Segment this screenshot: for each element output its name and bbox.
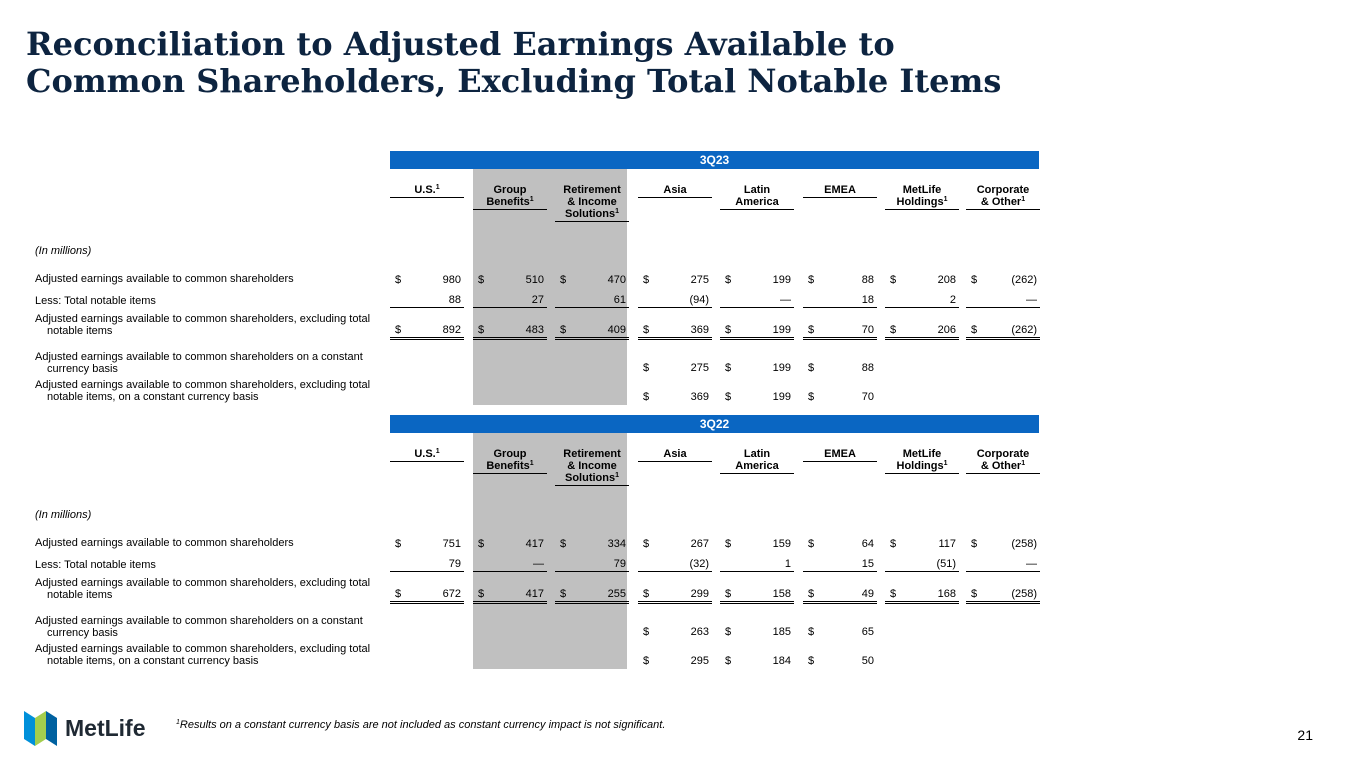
constant-currency-row-us-cell (390, 625, 464, 639)
column-header-line2: MetLife (902, 448, 942, 460)
column-header-group-benefits (473, 184, 547, 210)
column-header-line3 (720, 460, 794, 472)
row-label-line1: Adjusted earnings available to common shareholders, excluding total (35, 313, 371, 325)
column-header-footnote-mark: 1 (943, 460, 948, 467)
currency-symbol: $ (725, 655, 732, 667)
cell-value: 206 (937, 324, 956, 336)
column-header-line2: MetLife (902, 184, 942, 196)
notable-items-row-asia-cell (638, 293, 712, 308)
constant-currency-row-group-benefits-cell (473, 625, 547, 639)
cell-value: 64 (861, 538, 874, 550)
row-label-line2: currency basis (47, 627, 118, 639)
cell-value: 49 (861, 588, 874, 600)
currency-symbol: $ (808, 538, 815, 550)
cell-value: 199 (772, 391, 791, 403)
column-header-line3 (966, 196, 1040, 208)
adjusted-earnings-row-asia-cell (638, 273, 712, 287)
excluding-notable-row-latin-america-cell (720, 323, 794, 340)
excluding-notable-row-group-benefits-cell (473, 323, 547, 340)
column-header-line3 (885, 460, 959, 472)
cell-value: 15 (861, 558, 874, 570)
adjusted-earnings-row-latin-america-cell (720, 537, 794, 551)
constant-currency-row-latin-america-cell (720, 625, 794, 639)
column-header-name: Solutions (564, 208, 616, 220)
row-label-line2: notable items, on a constant currency basis (47, 391, 259, 403)
column-header-name: EMEA (824, 448, 856, 460)
constant-currency-row-metlife-holdings-cell (885, 625, 959, 639)
excluding-notable-row-group-benefits-cell (473, 587, 547, 604)
excluding-notable-row-corporate-other-cell (966, 587, 1040, 604)
notable-items-row-emea-cell (803, 557, 877, 572)
column-header-footnote-mark: 1 (1021, 196, 1026, 203)
notable-items-row-corporate-other-cell (966, 557, 1040, 572)
cell-value: 79 (448, 558, 461, 570)
column-header-latin-america (720, 448, 794, 474)
row-label-line2: notable items (47, 325, 113, 337)
logo-left-bar (24, 711, 35, 746)
column-header-corporate-other (966, 448, 1040, 474)
logo-mid-bar (35, 711, 46, 746)
logo-text: MetLife (65, 714, 146, 741)
currency-symbol: $ (560, 274, 567, 286)
row-label-line1: Less: Total notable items (35, 559, 156, 571)
notable-items-row-group-benefits-cell (473, 293, 547, 308)
column-header-footnote-mark: 1 (435, 448, 440, 455)
excluding-notable-row-retirement-income-cell (555, 323, 629, 340)
cell-value: 50 (861, 655, 874, 667)
cell-value: 369 (690, 324, 709, 336)
column-header-footnote-mark: 1 (529, 196, 534, 203)
currency-symbol: $ (890, 588, 897, 600)
column-header-name: U.S. (414, 448, 436, 460)
column-header-name: EMEA (824, 184, 856, 196)
notable-items-row-latin-america-cell (720, 557, 794, 572)
row-label-line1: Adjusted earnings available to common shareholders on a constant (35, 351, 363, 363)
excluding-notable-constant-row-latin-america-cell (720, 390, 794, 404)
adjusted-earnings-row-label (35, 273, 385, 285)
row-label-line2: notable items, on a constant currency basis (47, 655, 259, 667)
adjusted-earnings-row-metlife-holdings-cell (885, 537, 959, 551)
cell-value: 295 (690, 655, 709, 667)
column-header-group-benefits (473, 448, 547, 474)
cell-value: 483 (525, 324, 544, 336)
row-label-line2: notable items (47, 589, 113, 601)
column-header-line3 (638, 448, 712, 460)
currency-symbol: $ (560, 324, 567, 336)
column-header-footnote-mark: 1 (1021, 460, 1026, 467)
adjusted-earnings-row-retirement-income-cell (555, 537, 629, 551)
column-header-emea (803, 184, 877, 198)
excluding-notable-row-latin-america-cell (720, 587, 794, 604)
column-header-name: Asia (663, 184, 687, 196)
cell-value: — (533, 558, 544, 570)
cell-value: 88 (861, 362, 874, 374)
excluding-notable-constant-row-group-benefits-cell (473, 654, 547, 668)
row-label-line1: Adjusted earnings available to common shareholders, excluding total (35, 577, 371, 589)
column-header-line2: Group (493, 448, 527, 460)
cell-value: 199 (772, 274, 791, 286)
column-header-us (390, 184, 464, 198)
currency-symbol: $ (643, 538, 650, 550)
constant-currency-row-corporate-other-cell (966, 625, 1040, 639)
row-label-line1: Adjusted earnings available to common shareholders (35, 537, 294, 549)
cell-value: 70 (861, 324, 874, 336)
cell-value: 208 (937, 274, 956, 286)
excluding-notable-constant-row-corporate-other-cell (966, 390, 1040, 404)
cell-value: (32) (689, 558, 709, 570)
cell-value: (262) (1011, 274, 1037, 286)
row-label-line1: Adjusted earnings available to common shareholders, excluding total (35, 643, 371, 655)
cell-value: 168 (937, 588, 956, 600)
column-header-retirement-income (555, 184, 629, 222)
notable-items-row-group-benefits-cell (473, 557, 547, 572)
column-header-line1: Retirement (563, 448, 621, 460)
column-header-line3 (966, 460, 1040, 472)
column-header-line3 (803, 448, 877, 460)
adjusted-earnings-row-retirement-income-cell (555, 273, 629, 287)
row-label-line1: Less: Total notable items (35, 295, 156, 307)
currency-symbol: $ (478, 324, 485, 336)
excluding-notable-constant-row-group-benefits-cell (473, 390, 547, 404)
excluding-notable-row-us-cell (390, 587, 464, 604)
column-header-footnote-mark: 1 (529, 460, 534, 467)
cell-value: 61 (613, 294, 626, 306)
column-header-footnote-mark: 1 (615, 208, 619, 215)
column-header-line2: Group (493, 184, 527, 196)
cell-value: (258) (1011, 588, 1037, 600)
column-header-line3 (473, 196, 547, 208)
excluding-notable-constant-row-asia-cell (638, 390, 712, 404)
cell-value: 79 (613, 558, 626, 570)
notable-items-row-metlife-holdings-cell (885, 293, 959, 308)
adjusted-earnings-row-group-benefits-cell (473, 273, 547, 287)
excluding-notable-constant-row-corporate-other-cell (966, 654, 1040, 668)
notable-items-row-asia-cell (638, 557, 712, 572)
cell-value: (51) (936, 558, 956, 570)
currency-symbol: $ (643, 655, 650, 667)
column-header-name: Benefits (486, 460, 530, 472)
metlife-logo (24, 710, 146, 746)
row-label-line2: currency basis (47, 363, 118, 375)
page-title-line-1: Reconciliation to Adjusted Earnings Available to (26, 25, 895, 63)
cell-value: 470 (607, 274, 626, 286)
constant-currency-row-asia-cell (638, 625, 712, 639)
excluding-notable-constant-row-retirement-income-cell (555, 654, 629, 668)
cell-value: — (780, 294, 791, 306)
currency-symbol: $ (890, 274, 897, 286)
cell-value: 275 (690, 274, 709, 286)
notable-items-row-retirement-income-cell (555, 557, 629, 572)
column-header-metlife-holdings (885, 448, 959, 474)
cell-value: (262) (1011, 324, 1037, 336)
column-header-corporate-other (966, 184, 1040, 210)
cell-value: 70 (861, 391, 874, 403)
excluding-notable-row-asia-cell (638, 323, 712, 340)
constant-currency-row-retirement-income-cell (555, 625, 629, 639)
column-header-name: U.S. (414, 184, 436, 196)
cell-value: 2 (949, 294, 956, 306)
row-label-line1: Adjusted earnings available to common shareholders (35, 273, 294, 285)
cell-value: 510 (525, 274, 544, 286)
currency-symbol: $ (395, 324, 402, 336)
adjusted-earnings-row-asia-cell (638, 537, 712, 551)
cell-value: 672 (442, 588, 461, 600)
adjusted-earnings-row-us-cell (390, 273, 464, 287)
currency-symbol: $ (395, 588, 402, 600)
currency-symbol: $ (725, 274, 732, 286)
cell-value: 417 (525, 588, 544, 600)
currency-symbol: $ (890, 538, 897, 550)
column-header-name: & Other (980, 460, 1022, 472)
currency-symbol: $ (395, 538, 402, 550)
currency-symbol: $ (808, 588, 815, 600)
excluding-notable-constant-row-metlife-holdings-cell (885, 390, 959, 404)
currency-symbol: $ (971, 324, 978, 336)
cell-value: 417 (525, 538, 544, 550)
excluding-notable-row-retirement-income-cell (555, 587, 629, 604)
currency-symbol: $ (478, 588, 485, 600)
period-header: 3Q22 (390, 415, 1039, 433)
currency-symbol: $ (560, 588, 567, 600)
column-header-latin-america (720, 184, 794, 210)
column-header-name: Solutions (564, 472, 616, 484)
cell-value: 267 (690, 538, 709, 550)
footnote-sup: 1 (176, 719, 180, 726)
adjusted-earnings-row-group-benefits-cell (473, 537, 547, 551)
excluding-notable-row-label (35, 313, 385, 337)
constant-currency-row-emea-cell (803, 625, 877, 639)
excluding-notable-constant-row-asia-cell (638, 654, 712, 668)
row-label-line1: Adjusted earnings available to common shareholders on a constant (35, 615, 363, 627)
currency-symbol: $ (808, 274, 815, 286)
currency-symbol: $ (643, 324, 650, 336)
cell-value: 27 (531, 294, 544, 306)
column-header-line3 (720, 196, 794, 208)
metlife-m-icon (24, 710, 58, 746)
excluding-notable-constant-row-emea-cell (803, 654, 877, 668)
currency-symbol: $ (725, 626, 732, 638)
adjusted-earnings-row-emea-cell (803, 537, 877, 551)
currency-symbol: $ (808, 655, 815, 667)
currency-symbol: $ (890, 324, 897, 336)
row-label-line1: Adjusted earnings available to common shareholders, excluding total (35, 379, 371, 391)
column-header-emea (803, 448, 877, 462)
column-header-name: Holdings (896, 196, 944, 208)
column-header-asia (638, 448, 712, 462)
notable-items-row-label (35, 295, 385, 307)
period-header: 3Q23 (390, 151, 1039, 169)
excluding-notable-constant-row-label (35, 379, 385, 403)
column-header-line3 (555, 208, 629, 220)
currency-symbol: $ (725, 324, 732, 336)
column-header-retirement-income (555, 448, 629, 486)
cell-value: (258) (1011, 538, 1037, 550)
excluding-notable-row-emea-cell (803, 587, 877, 604)
cell-value: 199 (772, 362, 791, 374)
constant-currency-row-emea-cell (803, 361, 877, 375)
notable-items-row-retirement-income-cell (555, 293, 629, 308)
constant-currency-row-corporate-other-cell (966, 361, 1040, 375)
unit-label: (In millions) (35, 245, 92, 257)
constant-currency-row-label (35, 351, 385, 375)
cell-value: 263 (690, 626, 709, 638)
excluding-notable-row-emea-cell (803, 323, 877, 340)
adjusted-earnings-row-label (35, 537, 385, 549)
column-header-name: & Other (980, 196, 1022, 208)
notable-items-row-corporate-other-cell (966, 293, 1040, 308)
notable-items-row-us-cell (390, 557, 464, 572)
currency-symbol: $ (395, 274, 402, 286)
notable-items-row-label (35, 559, 385, 571)
column-header-line2: & Income (567, 196, 617, 208)
column-header-line3 (638, 184, 712, 196)
cell-value: 65 (861, 626, 874, 638)
excluding-notable-constant-row-us-cell (390, 654, 464, 668)
column-header-line1: Retirement (563, 184, 621, 196)
cell-value: 88 (861, 274, 874, 286)
currency-symbol: $ (643, 588, 650, 600)
column-header-footnote-mark: 1 (943, 196, 948, 203)
currency-symbol: $ (725, 362, 732, 374)
page-title-line-2: Common Shareholders, Excluding Total Notable Items (26, 62, 1002, 100)
cell-value: 88 (448, 294, 461, 306)
column-header-footnote-mark: 1 (615, 472, 619, 479)
footnote-text: Results on a constant currency basis are not included as constant currency impact is not significant. (179, 719, 666, 731)
adjusted-earnings-row-metlife-holdings-cell (885, 273, 959, 287)
excluding-notable-constant-row-emea-cell (803, 390, 877, 404)
excluding-notable-row-metlife-holdings-cell (885, 587, 959, 604)
currency-symbol: $ (808, 626, 815, 638)
excluding-notable-row-asia-cell (638, 587, 712, 604)
excluding-notable-constant-row-retirement-income-cell (555, 390, 629, 404)
constant-currency-row-retirement-income-cell (555, 361, 629, 375)
page-number: 21 (1297, 727, 1313, 743)
column-header-line3 (473, 460, 547, 472)
notable-items-row-latin-america-cell (720, 293, 794, 308)
cell-value: — (1026, 294, 1037, 306)
cell-value: 980 (442, 274, 461, 286)
column-header-asia (638, 184, 712, 198)
cell-value: 1 (784, 558, 791, 570)
cell-value: — (1026, 558, 1037, 570)
currency-symbol: $ (725, 588, 732, 600)
cell-value: 255 (607, 588, 626, 600)
footnote (176, 719, 665, 731)
cell-value: 275 (690, 362, 709, 374)
cell-value: 334 (607, 538, 626, 550)
column-header-line3 (803, 184, 877, 196)
column-header-line2: Latin (743, 184, 771, 196)
cell-value: 158 (772, 588, 791, 600)
currency-symbol: $ (725, 391, 732, 403)
cell-value: 18 (861, 294, 874, 306)
cell-value: 892 (442, 324, 461, 336)
column-header-line2: Latin (743, 448, 771, 460)
constant-currency-row-us-cell (390, 361, 464, 375)
constant-currency-row-label (35, 615, 385, 639)
column-header-name: America (735, 196, 779, 208)
excluding-notable-constant-row-metlife-holdings-cell (885, 654, 959, 668)
currency-symbol: $ (643, 391, 650, 403)
currency-symbol: $ (478, 538, 485, 550)
currency-symbol: $ (971, 274, 978, 286)
adjusted-earnings-row-corporate-other-cell (966, 273, 1040, 287)
cell-value: 117 (938, 538, 956, 550)
excluding-notable-constant-row-label (35, 643, 385, 667)
currency-symbol: $ (808, 391, 815, 403)
currency-symbol: $ (971, 538, 978, 550)
notable-items-row-metlife-holdings-cell (885, 557, 959, 572)
currency-symbol: $ (560, 538, 567, 550)
cell-value: 751 (442, 538, 461, 550)
column-header-line3 (555, 472, 629, 484)
logo-right-bar (46, 711, 57, 746)
cell-value: 199 (772, 324, 791, 336)
currency-symbol: $ (725, 538, 732, 550)
adjusted-earnings-row-latin-america-cell (720, 273, 794, 287)
column-header-name: Holdings (896, 460, 944, 472)
column-header-line2: Corporate (976, 184, 1030, 196)
excluding-notable-row-metlife-holdings-cell (885, 323, 959, 340)
currency-symbol: $ (971, 588, 978, 600)
notable-items-row-us-cell (390, 293, 464, 308)
constant-currency-row-metlife-holdings-cell (885, 361, 959, 375)
column-header-metlife-holdings (885, 184, 959, 210)
excluding-notable-constant-row-us-cell (390, 390, 464, 404)
column-header-name: America (735, 460, 779, 472)
column-header-line3 (885, 196, 959, 208)
column-header-line3 (390, 184, 464, 196)
column-header-name: Asia (663, 448, 687, 460)
excluding-notable-row-corporate-other-cell (966, 323, 1040, 340)
currency-symbol: $ (643, 362, 650, 374)
constant-currency-row-asia-cell (638, 361, 712, 375)
excluding-notable-row-us-cell (390, 323, 464, 340)
excluding-notable-constant-row-latin-america-cell (720, 654, 794, 668)
cell-value: 409 (607, 324, 626, 336)
cell-value: 184 (772, 655, 791, 667)
adjusted-earnings-row-corporate-other-cell (966, 537, 1040, 551)
column-header-name: Benefits (486, 196, 530, 208)
cell-value: 185 (772, 626, 791, 638)
page-title (26, 26, 1001, 100)
excluding-notable-row-label (35, 577, 385, 601)
notable-items-row-emea-cell (803, 293, 877, 308)
cell-value: (94) (689, 294, 709, 306)
column-header-line2: & Income (567, 460, 617, 472)
unit-label: (In millions) (35, 509, 92, 521)
constant-currency-row-latin-america-cell (720, 361, 794, 375)
adjusted-earnings-row-us-cell (390, 537, 464, 551)
cell-value: 369 (690, 391, 709, 403)
currency-symbol: $ (643, 626, 650, 638)
cell-value: 159 (772, 538, 791, 550)
cell-value: 299 (690, 588, 709, 600)
column-header-line2: Corporate (976, 448, 1030, 460)
column-header-footnote-mark: 1 (435, 184, 440, 191)
currency-symbol: $ (808, 324, 815, 336)
currency-symbol: $ (478, 274, 485, 286)
currency-symbol: $ (643, 274, 650, 286)
column-header-line3 (390, 448, 464, 460)
currency-symbol: $ (808, 362, 815, 374)
adjusted-earnings-row-emea-cell (803, 273, 877, 287)
constant-currency-row-group-benefits-cell (473, 361, 547, 375)
column-header-us (390, 448, 464, 462)
